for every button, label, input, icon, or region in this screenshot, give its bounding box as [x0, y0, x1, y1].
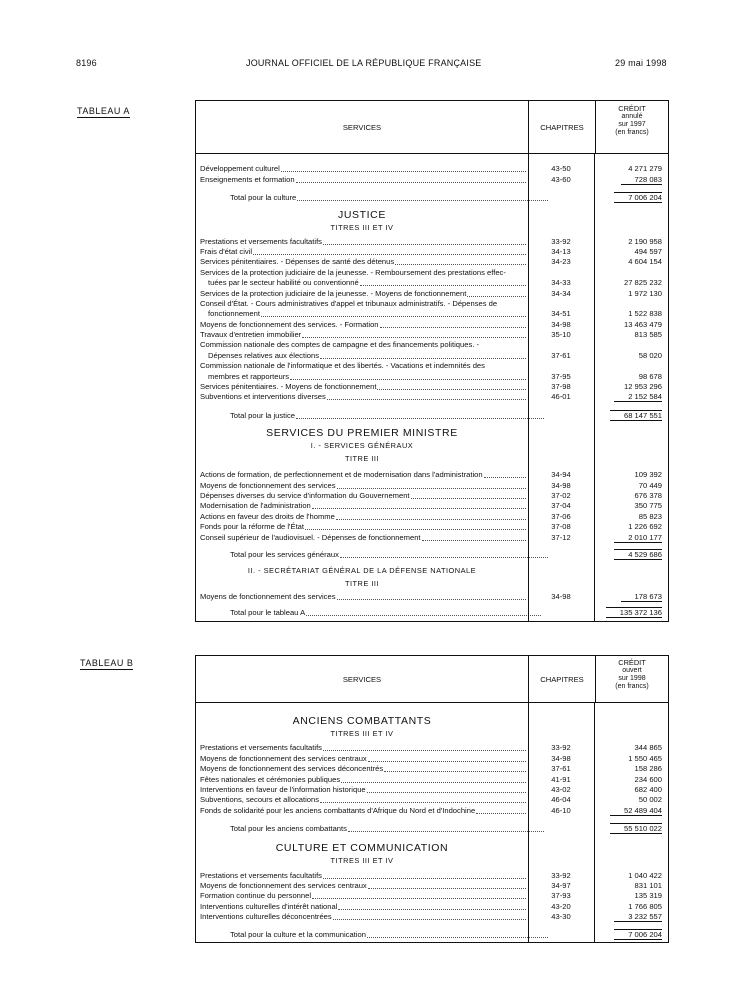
row-description [196, 912, 528, 922]
row-description-text: Moyens de fonctionnement des services centraux [200, 880, 367, 890]
dot-leader [377, 389, 526, 390]
row-chapter: 34-98 [551, 319, 571, 329]
row-amount: 676 378 [634, 490, 662, 500]
row-description-text: Total pour les anciens combattants [230, 824, 347, 834]
row-description [196, 470, 528, 480]
row-description [196, 806, 528, 816]
row-chapter: 37-04 [551, 501, 571, 511]
row-description-text: Commission nationale des comptes de campagne et des financements politiques. - [200, 340, 480, 350]
row-description-text: Services pénitentiaires. - Moyens de fonctionnement [200, 382, 377, 392]
dot-leader [323, 244, 526, 245]
total-row [196, 824, 668, 834]
dot-leader [320, 358, 526, 359]
table-row [196, 891, 668, 901]
dot-leader [422, 540, 526, 541]
row-description [196, 891, 528, 901]
row-description [196, 795, 528, 805]
row-description [196, 340, 528, 350]
row-description [196, 164, 528, 174]
total-row [196, 410, 668, 420]
row-description-text: Moyens de fonctionnement des services [200, 480, 336, 490]
dot-leader [368, 888, 526, 889]
row-description [196, 512, 528, 522]
spacer [196, 185, 668, 193]
table-row [196, 319, 668, 329]
row-description [196, 592, 528, 602]
dot-leader [305, 529, 526, 530]
total-row [196, 550, 668, 560]
issue-date: 29 mai 1998 [615, 58, 667, 68]
amount-value: 178 673 [621, 592, 662, 602]
row-description [196, 257, 528, 267]
table-row [196, 470, 668, 480]
row-description [196, 550, 550, 560]
row-description [196, 743, 528, 753]
table-row [196, 164, 668, 174]
row-description [196, 411, 546, 421]
row-amount: 4 271 279 [628, 164, 662, 174]
row-description-text: Moyens de fonctionnement des services centraux [200, 753, 367, 763]
dot-leader [411, 498, 526, 499]
row-description-text: Moyens de fonctionnement des services déconcentrés [200, 764, 384, 774]
row-chapter: 37-12 [551, 532, 571, 542]
amount-value: 7 006 204 [614, 192, 662, 203]
table-row [196, 392, 668, 402]
dot-leader [340, 557, 548, 558]
row-chapter: 34-51 [551, 309, 571, 319]
row-description [196, 351, 528, 361]
dot-leader [253, 254, 526, 255]
dot-leader [281, 171, 526, 172]
dot-leader [348, 831, 544, 832]
row-description [196, 372, 528, 382]
row-description-text: Prestations et versements facultatifs [200, 870, 322, 880]
row-description-text: Moyens de fonctionnement des services [200, 592, 336, 602]
row-amount: 109 392 [634, 470, 662, 480]
amount-value: 68 147 551 [610, 410, 662, 421]
row-amount [594, 533, 668, 543]
row-description-text: Fêtes nationales et cérémonies publiques [200, 774, 341, 784]
row-chapter: 37-95 [551, 371, 571, 381]
dot-leader [467, 296, 526, 297]
row-description [196, 330, 528, 340]
row-description [196, 193, 550, 203]
row-description [196, 608, 543, 618]
row-amount: 1 766 805 [628, 901, 662, 911]
table-row [196, 361, 668, 371]
row-amount: 27 825 232 [623, 278, 662, 288]
row-amount: 2 190 958 [628, 236, 662, 246]
amount-value: 4 529 686 [614, 549, 662, 560]
row-chapter: 34-13 [551, 246, 571, 256]
row-description-text: Prestations et versements facultatifs [200, 236, 322, 246]
dot-leader [336, 519, 526, 520]
table-row [196, 491, 668, 501]
page-number: 8196 [76, 58, 97, 68]
dot-leader [337, 488, 527, 489]
row-amount: 234 600 [634, 774, 662, 784]
journal-title: JOURNAL OFFICIEL DE LA RÉPUBLIQUE FRANÇAISE [246, 58, 482, 68]
row-description-text: Interventions culturelles d'intérêt national [200, 901, 338, 911]
row-description-text: fonctionnement [208, 309, 260, 319]
table-row [196, 743, 668, 753]
row-amount: 70 449 [638, 480, 662, 490]
table-row [196, 753, 668, 763]
dot-leader [306, 615, 541, 616]
spacer [196, 834, 668, 842]
row-description-text: Fonds pour la réforme de l'État [200, 522, 305, 532]
table-header [196, 101, 668, 154]
row-description-text: Frais d'état civil [200, 246, 253, 256]
dot-leader [323, 878, 526, 879]
row-amount [594, 912, 668, 922]
row-description-text: Dépenses diverses du service d'information du Gouvernement [200, 490, 410, 500]
row-amount: 494 597 [634, 246, 662, 256]
dot-leader [338, 909, 526, 910]
dot-leader [341, 782, 526, 783]
section-subtitle: TITRE III [344, 578, 380, 588]
row-chapter: 34-34 [551, 288, 571, 298]
row-description [196, 382, 528, 392]
row-amount: 813 585 [634, 330, 662, 340]
spacer [196, 618, 668, 621]
row-amount [610, 823, 668, 834]
table-row [196, 785, 668, 795]
table-row [196, 480, 668, 490]
row-description [196, 299, 528, 309]
section-subtitle: I. - SERVICES GÉNÉRAUX [310, 440, 414, 450]
row-amount: 1 522 838 [628, 309, 662, 319]
row-amount: 13 463 479 [623, 319, 662, 329]
row-amount: 50 002 [638, 795, 662, 805]
row-description [196, 824, 546, 834]
table-row [196, 870, 668, 880]
dot-leader [261, 316, 526, 317]
dot-leader [367, 792, 526, 793]
col-header-services: SERVICES [342, 122, 382, 132]
section-subtitle: TITRE III [344, 453, 380, 463]
row-description [196, 278, 528, 288]
row-description-text: Conseil d'État. - Cours administratives d'appel et tribunaux administratifs. - Dépenses de [200, 298, 498, 308]
row-amount: 350 775 [634, 501, 662, 511]
dot-leader [367, 937, 548, 938]
dot-leader [395, 264, 526, 265]
row-amount: 1 550 465 [628, 753, 662, 763]
tableau-a [195, 100, 669, 622]
row-description [196, 902, 528, 912]
dot-leader [320, 802, 526, 803]
table-row [196, 267, 668, 277]
row-amount [614, 549, 668, 560]
row-description [196, 392, 528, 402]
row-amount: 1 972 130 [628, 288, 662, 298]
row-chapter: 34-97 [551, 880, 571, 890]
table-row [196, 174, 668, 184]
row-chapter: 41-91 [551, 774, 571, 784]
col-header-credit: CRÉDIT annulé sur 1997 (en francs) [595, 101, 668, 153]
section-title-culture-communication: CULTURE ET COMMUNICATION [275, 842, 449, 855]
section-subtitle: TITRES III ET IV [330, 223, 394, 233]
table-row [196, 247, 668, 257]
row-description [196, 361, 528, 371]
row-chapter: 46-04 [551, 795, 571, 805]
row-description-text: Interventions culturelles déconcentrées [200, 912, 332, 922]
spacer [196, 922, 668, 930]
row-description-text: Prestations et versements facultatifs [200, 743, 322, 753]
row-description-text: Travaux d'entretien immobilier [200, 330, 302, 340]
spacer [196, 543, 668, 550]
col-header-credit: CRÉDIT ouvert sur 1998 (en francs) [595, 656, 668, 702]
spacer [196, 154, 668, 164]
table-row [196, 522, 668, 532]
row-description-text: Subventions et interventions diverses [200, 392, 326, 402]
row-amount: 344 865 [634, 743, 662, 753]
row-description [196, 785, 528, 795]
table-row [196, 795, 668, 805]
table-header [196, 656, 668, 703]
row-amount [594, 806, 668, 816]
table-row [196, 774, 668, 784]
row-description-text: Actions en faveur des droits de l'homme [200, 511, 335, 521]
table-row [196, 257, 668, 267]
row-chapter: 43-50 [551, 164, 571, 174]
table-row [196, 511, 668, 521]
row-description [196, 175, 528, 185]
section-title-justice: JUSTICE [338, 209, 386, 222]
table-row [196, 299, 668, 309]
table-row [196, 532, 668, 542]
row-description-text: Subventions, secours et allocations [200, 795, 320, 805]
row-chapter: 33-92 [551, 743, 571, 753]
tableau-b [195, 655, 669, 943]
row-chapter: 46-10 [551, 805, 571, 815]
dot-leader [368, 761, 526, 762]
table-row [196, 805, 668, 815]
dot-leader [296, 182, 526, 183]
row-chapter: 37-02 [551, 490, 571, 500]
section-title-sgdn: II. - SECRÉTARIAT GÉNÉRAL DE LA DÉFENSE NATIONALE [247, 565, 477, 575]
dot-leader [476, 813, 526, 814]
row-chapter: 35-10 [551, 330, 571, 340]
row-chapter: 37-61 [551, 350, 571, 360]
dot-leader [360, 285, 526, 286]
row-chapter: 43-02 [551, 784, 571, 794]
row-amount [594, 175, 668, 185]
row-description [196, 247, 528, 257]
row-amount: 831 101 [634, 880, 662, 890]
row-amount: 98 678 [638, 371, 662, 381]
table-row [196, 309, 668, 319]
row-amount: 85 823 [638, 511, 662, 521]
table-row [196, 330, 668, 340]
row-amount [610, 410, 668, 421]
section-subtitle: TITRES III ET IV [330, 729, 394, 738]
row-amount: 682 400 [634, 784, 662, 794]
row-description-text: Formation continue du personnel [200, 891, 312, 901]
spacer [196, 940, 668, 942]
dot-leader [297, 200, 548, 201]
amount-value: 52 489 404 [610, 806, 662, 816]
row-amount: 12 953 296 [623, 382, 662, 392]
row-chapter: 37-06 [551, 511, 571, 521]
row-description-text: Enseignements et formation [200, 174, 295, 184]
col-header-services: SERVICES [342, 674, 382, 684]
total-row [196, 607, 668, 617]
row-chapter: 34-94 [551, 470, 571, 480]
row-description [196, 320, 528, 330]
row-description-text: Conseil supérieur de l'audiovisuel. - Dépenses de fonctionnement [200, 532, 421, 542]
row-description-text: Développement culturel [200, 164, 280, 174]
row-chapter: 34-23 [551, 257, 571, 267]
row-description [196, 268, 528, 278]
dot-leader [312, 898, 526, 899]
table-row [196, 371, 668, 381]
row-description-text: Total pour la culture et la communication [230, 930, 366, 940]
dot-leader [380, 327, 526, 328]
table-row [196, 288, 668, 298]
dot-leader [323, 750, 526, 751]
row-description [196, 501, 528, 511]
table-row [196, 881, 668, 891]
row-description [196, 309, 528, 319]
row-description-text: Dépenses relatives aux élections [208, 350, 320, 360]
dot-leader [327, 399, 526, 400]
row-amount [594, 392, 668, 402]
table-row [196, 901, 668, 911]
row-amount: 1 226 692 [628, 522, 662, 532]
amount-value: 2 010 177 [614, 533, 662, 543]
table-row [196, 592, 668, 602]
row-description-text: Total pour la justice [230, 410, 296, 420]
row-amount: 58 020 [638, 350, 662, 360]
table-row [196, 340, 668, 350]
tableau-b-label: TABLEAU B [80, 658, 134, 668]
row-description-text: Total pour la culture [230, 193, 297, 203]
amount-value: 3 232 557 [614, 912, 662, 922]
row-chapter: 33-92 [551, 236, 571, 246]
amount-value: 728 083 [621, 175, 662, 185]
table-row [196, 501, 668, 511]
row-description [196, 522, 528, 532]
dot-leader [484, 477, 526, 478]
section-title-premier-ministre: SERVICES DU PREMIER MINISTRE [266, 426, 458, 439]
col-header-chapitres: CHAPITRES [528, 656, 595, 702]
dot-leader [302, 337, 526, 338]
row-chapter: 43-30 [551, 912, 571, 922]
total-row [196, 930, 668, 940]
amount-value: 7 006 204 [614, 929, 662, 940]
table-row [196, 912, 668, 922]
table-body [196, 703, 668, 942]
row-description-text: Total pour le tableau A [230, 607, 306, 617]
dot-leader [312, 508, 526, 509]
row-chapter: 37-98 [551, 382, 571, 392]
tableau-a-label: TABLEAU A [77, 106, 130, 116]
row-chapter: 34-98 [551, 753, 571, 763]
row-description-text: Modernisation de l'administration [200, 501, 311, 511]
row-description-text: Total pour les services généraux [230, 549, 339, 559]
row-amount [606, 607, 668, 618]
dot-leader [337, 599, 527, 600]
row-description-text: tuées par le secteur habilité ou conventionné [208, 278, 359, 288]
spacer [196, 402, 668, 410]
row-chapter: 46-01 [551, 392, 571, 402]
dot-leader [296, 418, 544, 419]
table-row [196, 764, 668, 774]
row-chapter: 34-98 [551, 480, 571, 490]
table-row [196, 278, 668, 288]
table-row [196, 382, 668, 392]
row-description-text: Fonds de solidarité pour les anciens combattants d'Afrique du Nord et d'Indochine [200, 805, 476, 815]
row-description [196, 881, 528, 891]
row-description-text: Actions de formation, de perfectionnement et de modernisation dans l'administration [200, 470, 483, 480]
row-description [196, 491, 528, 501]
row-amount [614, 929, 668, 940]
row-description [196, 237, 528, 247]
row-amount: 158 286 [634, 764, 662, 774]
dot-leader [384, 771, 526, 772]
row-chapter: 37-61 [551, 764, 571, 774]
row-chapter: 37-08 [551, 522, 571, 532]
spacer [196, 703, 668, 715]
row-description-text: Moyens de fonctionnement des services. - Formation [200, 319, 379, 329]
row-chapter: 34-33 [551, 278, 571, 288]
row-description-text: membres et rapporteurs [208, 371, 290, 381]
col-header-chapitres: CHAPITRES [528, 101, 595, 153]
row-description [196, 871, 528, 881]
row-description [196, 533, 528, 543]
row-chapter: 37-93 [551, 891, 571, 901]
row-description-text: Commission nationale de l'informatique et des libertés. - Vacations et indemnités des [200, 361, 485, 371]
amount-value: 135 372 136 [606, 607, 662, 618]
row-description-text: Services pénitentiaires. - Dépenses de santé des détenus [200, 257, 395, 267]
row-amount: 135 319 [634, 891, 662, 901]
row-chapter: 43-60 [551, 174, 571, 184]
row-chapter: 43-20 [551, 901, 571, 911]
row-description-text: Services de la protection judiciaire de la jeunesse. - Moyens de fonctionnement [200, 288, 467, 298]
row-amount [614, 192, 668, 203]
row-chapter: 34-98 [551, 592, 571, 602]
row-amount: 4 604 154 [628, 257, 662, 267]
row-description [196, 764, 528, 774]
dot-leader [290, 379, 526, 380]
row-description [196, 775, 528, 785]
row-description [196, 930, 550, 940]
row-amount [594, 592, 668, 602]
row-description [196, 289, 528, 299]
section-title-anciens-combattants: ANCIENS COMBATTANTS [292, 715, 432, 727]
table-row [196, 236, 668, 246]
row-chapter: 33-92 [551, 870, 571, 880]
table-body [196, 154, 668, 621]
section-subtitle: TITRES III ET IV [330, 856, 394, 866]
row-description-text: Interventions en faveur de l'information historique [200, 784, 366, 794]
spacer [196, 816, 668, 824]
total-row [196, 193, 668, 203]
row-amount: 1 040 422 [628, 870, 662, 880]
row-description [196, 481, 528, 491]
table-row [196, 350, 668, 360]
amount-value: 2 152 584 [614, 392, 662, 402]
dot-leader [333, 919, 526, 920]
amount-value: 55 510 022 [610, 823, 662, 834]
row-description-text: Services de la protection judiciaire de la jeunesse. - Remboursement des prestations effec- [200, 267, 506, 277]
row-description [196, 754, 528, 764]
